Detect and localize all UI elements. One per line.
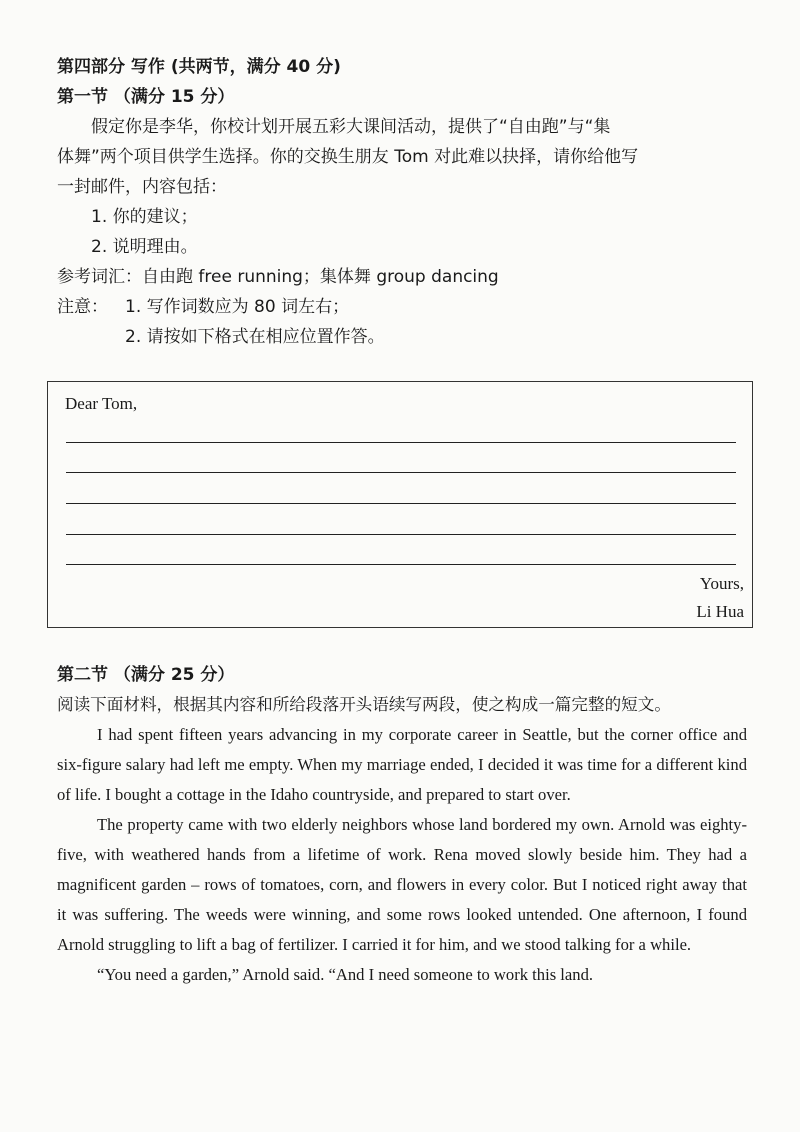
writing-line[interactable] xyxy=(66,442,736,443)
writing-line[interactable] xyxy=(66,472,736,473)
answer-box[interactable] xyxy=(47,381,753,628)
note-1: 1. 写作词数应为 80 词左右； xyxy=(125,297,350,317)
notes-label: 注意： xyxy=(57,297,108,317)
story-paragraph-1: I had spent fifteen years advancing in my corporate career in Seattle, but the corner office and six-figure salary had left me empty. When my marriage ended, I decided it was time for a different kind of life. I bought a cottage in the Idaho countryside, and prepared to start over. xyxy=(57,725,747,804)
point-1: 1. 你的建议； xyxy=(91,207,198,227)
writing-line[interactable] xyxy=(66,564,736,565)
writing-part-1 xyxy=(57,52,747,352)
notes-row xyxy=(57,292,747,322)
prompt-line-1: 假定你是李华，你校计划开展五彩大课间活动，提供了“自由跑”与“集 xyxy=(91,117,611,137)
writing-part-2 xyxy=(57,660,747,990)
writing-line[interactable] xyxy=(66,503,736,504)
prompt-line-2: 体舞”两个项目供学生选择。你的交换生朋友 Tom 对此难以抉择，请你给他写 xyxy=(57,147,639,167)
prompt-line-3: 一封邮件，内容包括： xyxy=(57,177,227,197)
note-2: 2. 请按如下格式在相应位置作答。 xyxy=(125,327,385,347)
section1-title: 第一节 （满分 15 分） xyxy=(57,87,235,107)
writing-line[interactable] xyxy=(66,534,736,535)
point-2: 2. 说明理由。 xyxy=(91,237,198,257)
letter-greeting: Dear Tom, xyxy=(65,394,138,413)
story-paragraph-2: The property came with two elderly neighbors whose land bordered my own. Arnold was eighty-five, with weathered hands from a lifetime of work. Rena moved slowly beside him. They had a magnificent garden – rows of tomatoes, corn, and flowers in every color. But I noticed right away that it was suffering. The weeds were winning, and some rows looked untended. One afternoon, I found Arnold struggling to lift a bag of fertilizer. I carried it for him, and we stood talking for a while. xyxy=(57,815,747,954)
part-title: 第四部分 写作 (共两节，满分 40 分) xyxy=(57,57,341,77)
section2-instruction: 阅读下面材料，根据其内容和所给段落开头语续写两段，使之构成一篇完整的短文。 xyxy=(57,695,671,714)
section2-title: 第二节 （满分 25 分） xyxy=(57,665,235,685)
vocab-line: 参考词汇：自由跑 free running；集体舞 group dancing xyxy=(57,267,499,287)
story-paragraph-3: “You need a garden,” Arnold said. “And I need someone to work this land. xyxy=(97,965,594,984)
letter-closing: Yours, xyxy=(699,574,744,593)
letter-signature: Li Hua xyxy=(696,602,744,621)
